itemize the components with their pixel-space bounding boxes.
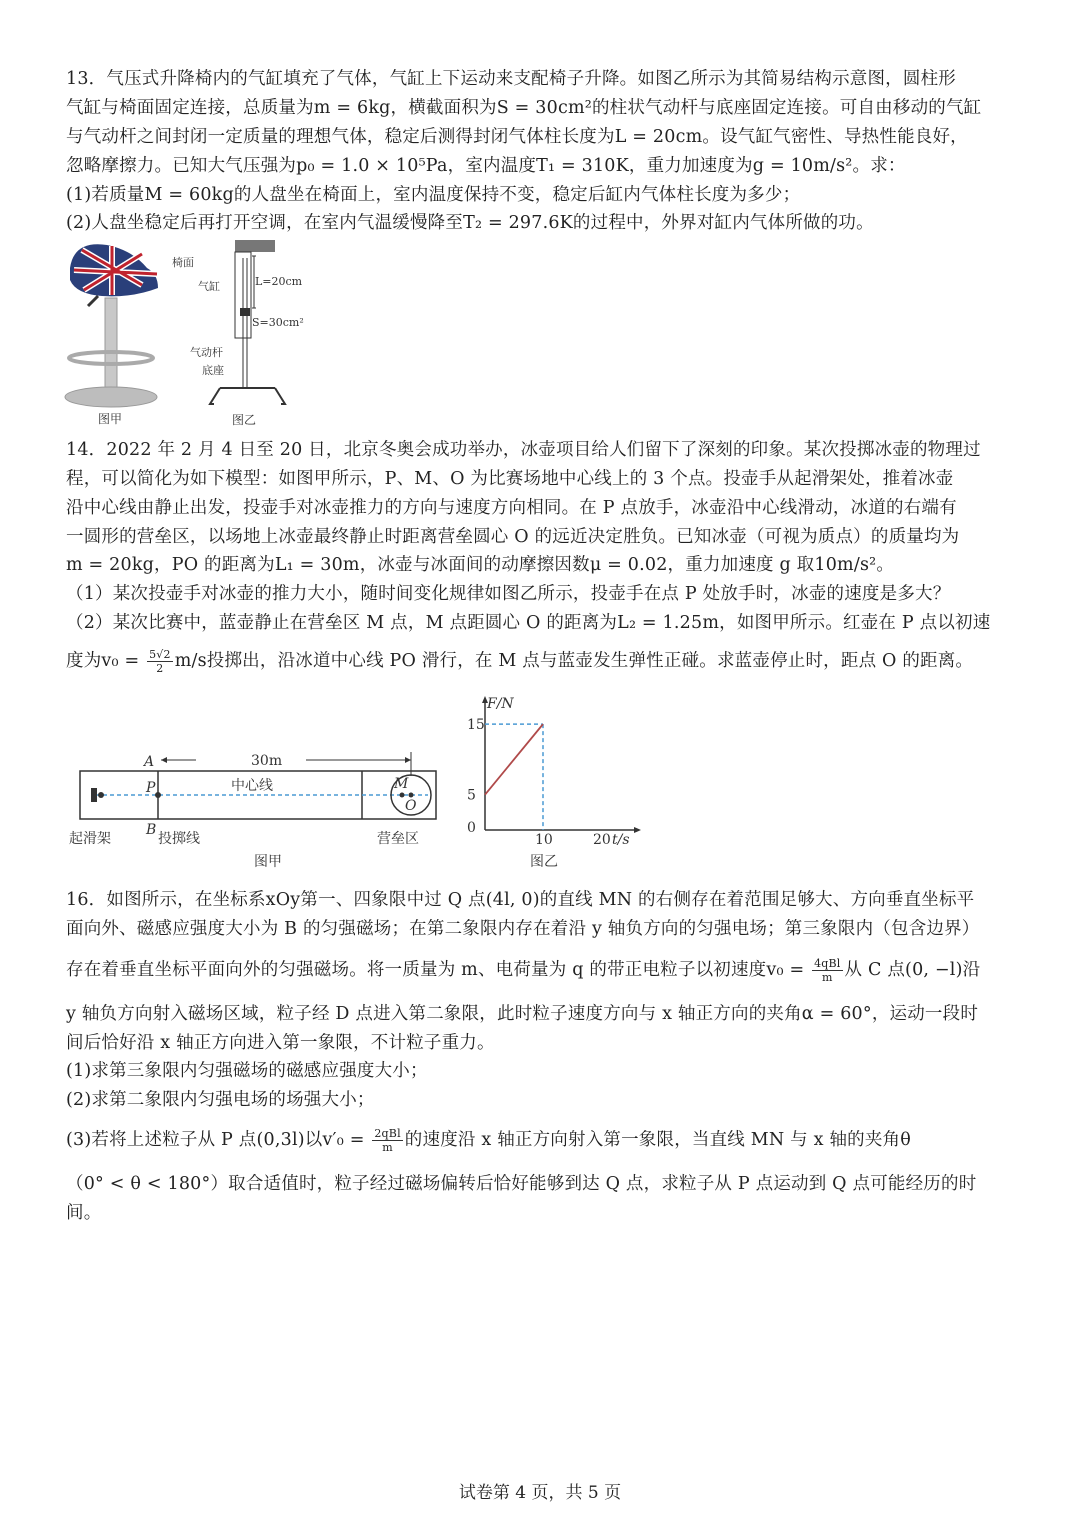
- q16-line-6: (1)求第三象限内匀强磁场的磁感应强度大小；: [66, 1061, 428, 1081]
- q13-line-5: (1)若质量M = 60kg的人盘坐在椅面上，室内温度保持不变，稳定后缸内气体柱长度为多少；: [66, 185, 801, 205]
- cylinder-schematic-figure: [172, 238, 330, 430]
- label-B: B: [146, 822, 157, 838]
- q14-line-6: （1）某次投壶手对冰壶的推力大小，随时间变化规律如图乙所示，投壶手在点 P 处放手时，冰壶的速度是多大？: [66, 584, 951, 604]
- q16-line-3-before: 存在着垂直坐标平面向外的匀强磁场。将一质量为 m、电荷量为 q 的带正电粒子以初速度v₀ =: [66, 960, 811, 980]
- q16-line-3: [66, 957, 980, 984]
- y-tick-label: 15: [467, 717, 485, 734]
- q13-line-2: 气缸与椅面固定连接，总质量为m = 6kg，横截面积为S = 30cm²的柱状气动杆与底座固定连接。可自由移动的气缸: [66, 98, 982, 118]
- q14-line-8: [66, 648, 973, 675]
- q14-line-1: 14．2022 年 2 月 4 日至 20 日，北京冬奥会成功举办，冰壶项目给人们留下了深刻的印象。某次投掷冰壶的物理过: [66, 440, 981, 460]
- fig-jia-caption-13: 图甲: [98, 412, 123, 426]
- q16-line-5: 间后恰好沿 x 轴正方向进入第一象限，不计粒子重力。: [66, 1033, 495, 1053]
- q13-line-3: 与气动杆之间封闭一定质量的理想气体，稳定后测得封闭气体柱长度为L = 20cm。设气缸气密性、导热性能良好，: [66, 127, 968, 147]
- chair-pole: [105, 298, 117, 388]
- v0prime-fraction: [372, 1127, 402, 1154]
- x-tick-label: 10: [535, 832, 553, 848]
- label-P: P: [146, 780, 156, 796]
- label-rod: 气动杆: [190, 346, 223, 359]
- start-label: 起滑架: [69, 831, 111, 847]
- q14-line-7: （2）某次比赛中，蓝壶静止在营垒区 M 点，M 点距圆心 O 的距离为L₂ = 1.25m，如图甲所示。红壶在 P 点以初速: [66, 613, 991, 633]
- label-S: S=30cm²: [252, 316, 304, 329]
- curling-sheet-figure: [66, 748, 446, 873]
- v0-16-numerator: 4qBl: [814, 957, 841, 970]
- q16-line-4: y 轴负方向射入磁场区域，粒子经 D 点进入第二象限，此时粒子速度方向与 x 轴正方向的夹角α = 60°，运动一段时: [66, 1004, 979, 1024]
- y-tick-label: 5: [467, 787, 476, 804]
- v0-fraction: [147, 648, 173, 675]
- label-O: O: [405, 798, 417, 814]
- fig-jia-caption-14: 图甲: [254, 854, 282, 870]
- label-cylinder: 气缸: [198, 280, 220, 293]
- q16-line-7: (2)求第二象限内匀强电场的场强大小；: [66, 1090, 375, 1110]
- v0-16-denominator: m: [821, 971, 833, 984]
- q14-line-2: 程，可以简化为如下模型：如图甲所示，P、M、O 为比赛场地中心线上的 3 个点。投壶手从起滑架处，推着冰壶: [66, 469, 954, 489]
- label-seat: 椅面: [172, 256, 194, 269]
- v0-denominator: 2: [156, 662, 164, 675]
- throw-line-label: 投掷线: [158, 831, 200, 847]
- q16-line-10: 间。: [66, 1203, 102, 1223]
- label-base: 底座: [202, 364, 224, 377]
- distance-label: 30m: [251, 753, 283, 769]
- piston: [240, 308, 250, 316]
- seat-plate: [235, 240, 275, 252]
- center-line-label: 中心线: [231, 778, 273, 794]
- point-P: [155, 792, 161, 798]
- q13-line-1: 13．气压式升降椅内的气缸填充了气体，气缸上下运动来支配椅子升降。如图乙所示为其简易结构示意图，圆柱形: [66, 69, 956, 89]
- q14-line-3: 沿中心线由静止出发，投壶手对冰壶推力的方向与速度方向相同。在 P 点放手，冰壶沿中心线滑动，冰道的右端有: [66, 498, 957, 518]
- q14-line-5: m = 20kg，PO 的距离为L₁ = 30m，冰壶与冰面间的动摩擦因数μ = 0.02，重力加速度 g 取10m/s²。: [66, 555, 895, 575]
- v0prime-numerator: 2qBl: [374, 1127, 401, 1140]
- fig-yi-caption-14: 图乙: [530, 854, 558, 870]
- label-L: L=20cm: [255, 275, 303, 288]
- q14-line-8-after: m/s投掷出，沿冰道中心线 PO 滑行，在 M 点与蓝壶发生弹性正碰。求蓝壶停止时，距点 O 的距离。: [174, 651, 974, 671]
- y-tick-label: 0: [467, 820, 476, 836]
- x-axis-label: t/s: [612, 832, 630, 848]
- v0-fraction-16: [812, 957, 842, 984]
- x-tick-label: 20: [593, 832, 611, 848]
- q16-line-2: 面向外、磁感应强度大小为 B 的匀强磁场；在第二象限内存在着沿 y 轴负方向的匀强电场；第三象限内（包含边界）: [66, 919, 980, 939]
- force-time-chart: [455, 696, 655, 875]
- point-M: [400, 793, 405, 798]
- point-O: [409, 793, 414, 798]
- fig-yi-caption-13: 图乙: [232, 413, 257, 427]
- chair-photo-figure: [62, 240, 172, 430]
- starting-block: [91, 788, 97, 802]
- q13-line-4: 忽略摩擦力。已知大气压强为p₀ = 1.0 × 10⁵Pa，室内温度T₁ = 310K，重力加速度为g = 10m/s²。求：: [66, 156, 906, 176]
- series-line: [485, 724, 543, 795]
- q13-line-6: (2)人盘坐稳定后再打开空调，在室内气温缓慢降至T₂ = 297.6K的过程中，外界对缸内气体所做的功。: [66, 213, 874, 233]
- q16-line-9: （0° < θ < 180°）取合适值时，粒子经过磁场偏转后恰好能够到达 Q 点，求粒子从 P 点运动到 Q 点可能经历的时: [66, 1174, 977, 1194]
- q16-line-8-before: (3)若将上述粒子从 P 点(0,3l)以v′₀ =: [66, 1130, 371, 1150]
- x-axis-arrow: [634, 827, 641, 833]
- v0prime-denominator: m: [382, 1141, 393, 1154]
- q14-line-8-before: 度为v₀ =: [66, 651, 146, 671]
- house-label: 营垒区: [377, 831, 419, 847]
- schematic-base: [210, 388, 285, 404]
- chair-base: [65, 387, 157, 407]
- label-M: M: [394, 776, 409, 792]
- q16-line-8: [66, 1127, 911, 1154]
- q16-line-3-after: 从 C 点(0, −l)沿: [844, 960, 981, 980]
- q16-line-1: 16．如图所示，在坐标系xOy第一、四象限中过 Q 点(4l, 0)的直线 MN 的右侧存在着范围足够大、方向垂直坐标平: [66, 890, 975, 910]
- q16-line-8-after: 的速度沿 x 轴正方向射入第一象限，当直线 MN 与 x 轴的夹角θ: [404, 1130, 911, 1150]
- v0-numerator: 5√2: [149, 648, 171, 661]
- page-footer: 试卷第 4 页，共 5 页: [458, 1483, 622, 1503]
- y-axis-label: F/N: [487, 696, 514, 712]
- label-A: A: [144, 754, 155, 770]
- q14-line-4: 一圆形的营垒区，以场地上冰壶最终静止时距离营垒圆心 O 的远近决定胜负。已知冰壶（可视为质点）的质量均为: [66, 527, 960, 547]
